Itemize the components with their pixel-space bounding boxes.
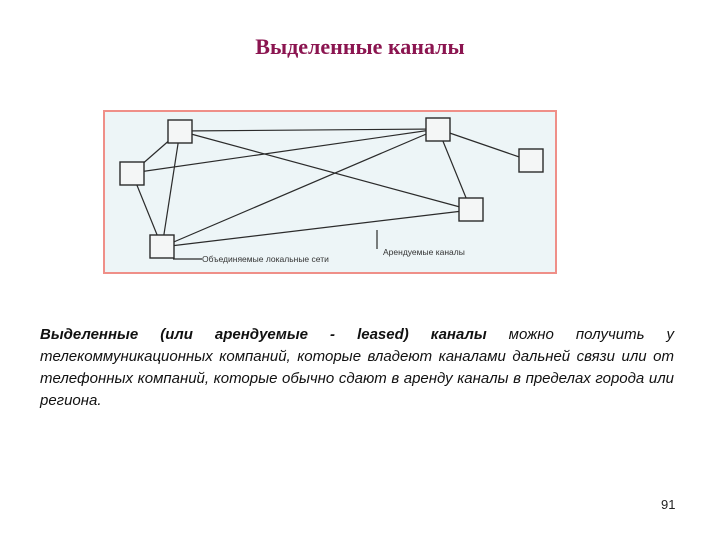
network-node: [120, 162, 144, 185]
network-node: [459, 198, 483, 221]
link-line: [162, 129, 438, 247]
link-line: [180, 131, 471, 210]
network-node: [168, 120, 192, 143]
body-term: Выделенные (или арендуемые - leased) каналы: [40, 326, 487, 343]
link-line: [162, 131, 180, 247]
network-node: [150, 235, 174, 258]
slide-title: Выделенные каналы: [255, 34, 465, 59]
local-networks-label: Объединяемые локальные сети: [202, 254, 329, 264]
page-number: 91: [661, 497, 676, 512]
network-diagram-svg: [105, 112, 555, 272]
network-diagram: [103, 110, 557, 274]
link-line: [180, 129, 438, 131]
body-paragraph: [40, 324, 674, 412]
link-line: [438, 129, 531, 161]
leased-channels-label: Арендуемые каналы: [383, 247, 465, 257]
link-line: [162, 210, 471, 247]
network-node: [426, 118, 450, 141]
network-node: [519, 149, 543, 172]
body-rest: можно получить у телекоммуникационных компаний, которые владеют каналами дальней связи или от телефонных компаний, которые обычно сдают в аренду каналы в пределах города или региона.: [40, 326, 674, 409]
